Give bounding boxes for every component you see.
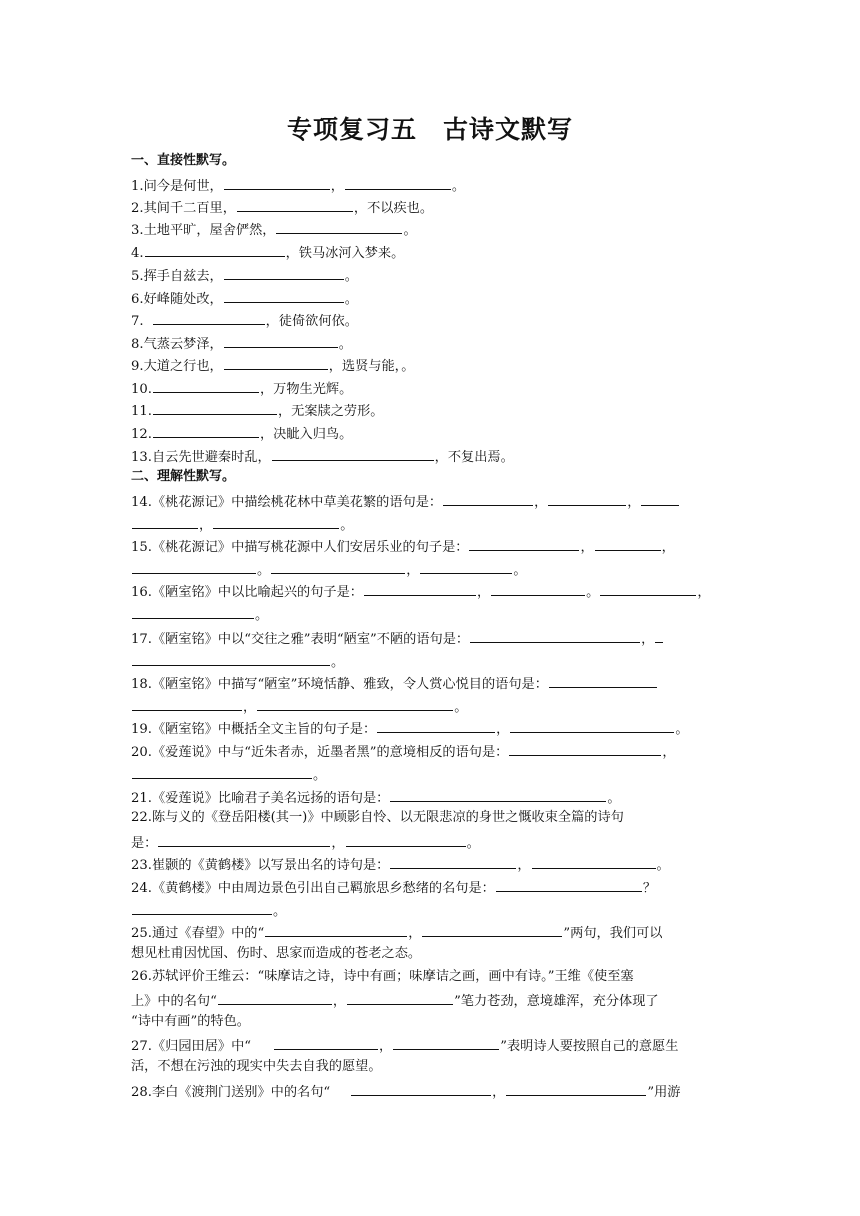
question-7: 7. ，徒倚欲何依。 (131, 310, 731, 331)
section-heading-understand: 二、理解性默写。 (131, 469, 236, 484)
question-6: 6.好峰随处改， 。 (131, 288, 731, 309)
answer-blank[interactable] (158, 832, 330, 847)
question-23: 23.崔颢的《黄鹤楼》以写景出名的诗句是： ， 。 (131, 854, 731, 875)
answer-blank[interactable] (506, 1081, 646, 1096)
answer-blank[interactable] (347, 990, 453, 1005)
answer-blank[interactable] (276, 219, 402, 234)
answer-blank[interactable] (600, 581, 696, 596)
answer-blank[interactable] (145, 242, 285, 257)
answer-blank[interactable] (132, 764, 312, 779)
answer-blank[interactable] (549, 673, 657, 688)
answer-blank[interactable] (510, 718, 674, 733)
answer-blank[interactable] (274, 1035, 378, 1050)
answer-blank[interactable] (224, 288, 344, 303)
question-3: 3.土地平旷，屋舍俨然， 。 (131, 219, 731, 240)
question-24-cont: 。 (131, 900, 731, 921)
answer-blank[interactable] (491, 581, 585, 596)
answer-blank[interactable] (364, 581, 476, 596)
question-17-cont: 。 (131, 651, 731, 672)
question-18: 18.《陋室铭》中描写“陋室”环境恬静、雅致，令人赏心悦目的语句是： (131, 673, 731, 694)
page-title: 专项复习五 古诗文默写 (286, 115, 573, 144)
question-27-cont: 活，不想在污浊的现实中失去自我的愿望。 (131, 1059, 382, 1074)
question-10: 10. ，万物生光辉。 (131, 378, 731, 399)
answer-blank[interactable] (257, 696, 453, 711)
answer-blank[interactable] (390, 787, 606, 802)
question-25: 25.通过《春望》中的“ ， ”两句，我们可以 (131, 922, 731, 943)
question-5: 5.挥手自兹去， 。 (131, 265, 731, 286)
answer-blank[interactable] (132, 514, 198, 529)
answer-blank[interactable] (153, 378, 259, 393)
answer-blank[interactable] (345, 175, 451, 190)
question-22-cont: 是： ， 。 (131, 832, 731, 853)
question-22: 22.陈与义的《登岳阳楼(其一)》中顾影自怜、以无限悲凉的身世之慨收束全篇的诗句 (131, 810, 624, 825)
question-16-cont: 。 (131, 604, 731, 625)
answer-blank[interactable] (655, 628, 663, 643)
answer-blank[interactable] (509, 741, 661, 756)
question-18-cont: ， 。 (131, 696, 731, 717)
answer-blank[interactable] (224, 265, 344, 280)
question-17: 17.《陋室铭》中以“交往之雅”表明“陋室”不陋的语句是： ， (131, 628, 731, 649)
answer-blank[interactable] (422, 922, 562, 937)
answer-blank[interactable] (213, 514, 339, 529)
answer-blank[interactable] (470, 628, 640, 643)
question-25-cont: 想见杜甫因忧国、伤时、思家而造成的苍老之态。 (131, 946, 422, 961)
question-8: 8.气蒸云梦泽， 。 (131, 333, 731, 354)
question-21: 21.《爱莲说》比喻君子美名远扬的语句是： 。 (131, 787, 731, 808)
answer-blank[interactable] (265, 922, 407, 937)
answer-blank[interactable] (132, 651, 330, 666)
question-11: 11. ，无案牍之劳形。 (131, 400, 731, 421)
answer-blank[interactable] (390, 854, 516, 869)
answer-blank[interactable] (351, 1081, 491, 1096)
question-16: 16.《陋室铭》中以比喻起兴的句子是： ， 。 ， (131, 581, 731, 602)
answer-blank[interactable] (132, 900, 272, 915)
answer-blank[interactable] (218, 990, 332, 1005)
answer-blank[interactable] (443, 491, 533, 506)
answer-blank[interactable] (224, 333, 338, 348)
answer-blank[interactable] (346, 832, 466, 847)
answer-blank[interactable] (153, 310, 265, 325)
answer-blank[interactable] (237, 197, 353, 212)
answer-blank[interactable] (641, 491, 679, 506)
answer-blank[interactable] (224, 175, 330, 190)
answer-blank[interactable] (272, 446, 434, 461)
answer-blank[interactable] (132, 559, 256, 574)
question-13: 13.自云先世避秦时乱， ，不复出焉。 (131, 446, 731, 467)
section-heading-direct: 一、直接性默写。 (131, 153, 236, 168)
answer-blank[interactable] (132, 604, 254, 619)
question-26: 26.苏轼评价王维云：“味摩诘之诗，诗中有画；味摩诘之画，画中有诗。”王维《使至塞 (131, 969, 634, 984)
question-26-cont: 上》中的名句“ ， ”笔力苍劲，意境雄浑，充分体现了 (131, 990, 731, 1011)
question-27: 27.《归园田居》中“ ， ”表明诗人要按照自己的意愿生 (131, 1035, 731, 1056)
answer-blank[interactable] (377, 718, 495, 733)
question-12: 12. ，决眦入归鸟。 (131, 423, 731, 444)
answer-blank[interactable] (420, 559, 512, 574)
question-20-cont: 。 (131, 764, 731, 785)
answer-blank[interactable] (153, 423, 259, 438)
question-9: 9.大道之行也， ，选贤与能，。 (131, 355, 731, 376)
answer-blank[interactable] (271, 559, 405, 574)
answer-blank[interactable] (393, 1035, 499, 1050)
question-2: 2.其间千二百里， ，不以疾也。 (131, 197, 731, 218)
answer-blank[interactable] (153, 400, 277, 415)
question-20: 20.《爱莲说》中与“近朱者赤，近墨者黑”的意境相反的语句是： ， (131, 741, 731, 762)
question-15: 15.《桃花源记》中描写桃花源中人们安居乐业的句子是： ， ， (131, 536, 731, 557)
answer-blank[interactable] (595, 536, 661, 551)
question-15-cont: 。 ， 。 (131, 559, 731, 580)
question-24: 24.《黄鹤楼》中由周边景色引出自己羁旅思乡愁绪的名句是： ？ (131, 877, 731, 898)
answer-blank[interactable] (224, 355, 328, 370)
answer-blank[interactable] (496, 877, 642, 892)
answer-blank[interactable] (132, 696, 242, 711)
answer-blank[interactable] (548, 491, 626, 506)
answer-blank[interactable] (532, 854, 656, 869)
question-4: 4. ，铁马冰河入梦来。 (131, 242, 731, 263)
question-14: 14.《桃花源记》中描绘桃花林中草美花繁的语句是： ， ， (131, 491, 731, 512)
question-14-cont: ， 。 (131, 514, 731, 535)
question-1: 1.问今是何世， ， 。 (131, 175, 731, 196)
question-26-cont2: “诗中有画”的特色。 (131, 1014, 250, 1029)
question-28: 28.李白《渡荆门送别》中的名句“ ， ”用游 (131, 1081, 731, 1102)
question-19: 19.《陋室铭》中概括全文主旨的句子是： ， 。 (131, 718, 731, 739)
answer-blank[interactable] (469, 536, 579, 551)
